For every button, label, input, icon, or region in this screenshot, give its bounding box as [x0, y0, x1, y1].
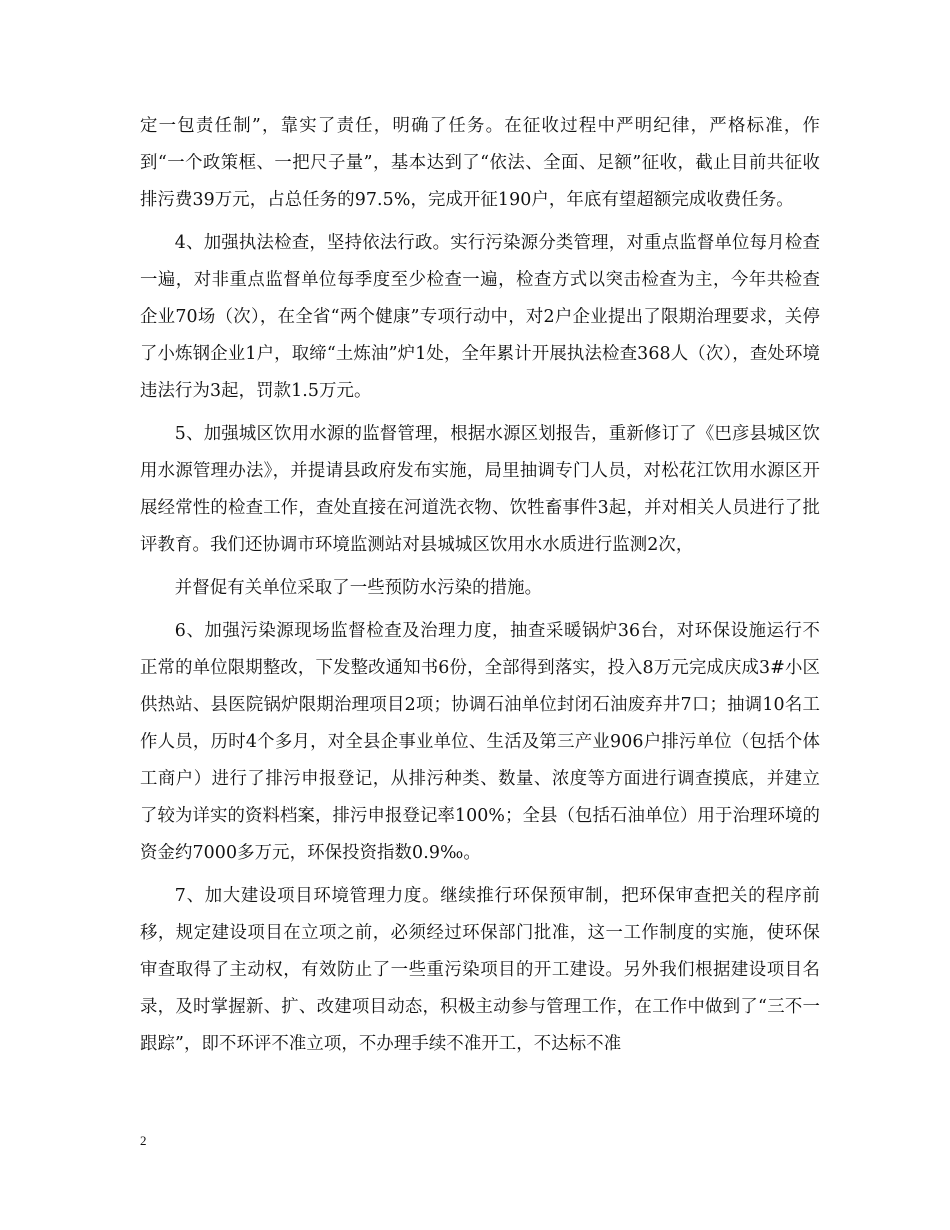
page-number: 2 [140, 1133, 147, 1148]
body-text [140, 108, 820, 1069]
paragraph-fee-collection: 定一包责任制”，靠实了责任，明确了任务。在征收过程中严明纪律，严格标准，作到“一个政策框、一把尺子量”，基本达到了“依法、全面、足额”征收，截止目前共征收排污费39万元，占总任务的97.5%，完成开征190户，年底有望超额完成收费任务。 [140, 116, 820, 210]
paragraph-law-enforcement: 4、加强执法检查，坚持依法行政。实行污染源分类管理，对重点监督单位每月检查一遍，对非重点监督单位每季度至少检查一遍，检查方式以突击检查为主，今年共检查企业70场（次），在全省“两个健康”专项行动中，对2户企业提出了限期治理要求，关停了小炼钢企业1户，取缔“土炼油”炉1处，全年累计开展执法检查368人（次），查处环境违法行为3起，罚款1.5万元。 [140, 233, 820, 401]
paragraph-water-source: 5、加强城区饮用水源的监督管理，根据水源区划报告，重新修订了《巴彦县城区饮用水源管理办法》，并提请县政府发布实施，局里抽调专门人员，对松花江饮用水源区开展经常性的检查工作，查处直接在河道洗衣物、饮牲畜事件3起，并对相关人员进行了批评教育。我们还协调市环境监测站对县城城区饮用水水质进行监测2次， [140, 424, 820, 555]
paragraph-construction-projects: 7、加大建设项目环境管理力度。继续推行环保预审制，把环保审查把关的程序前移，规定建设项目在立项之前，必须经过环保部门批准，这一工作制度的实施，使环保审查取得了主动权，有效防止了一些重污染项目的开工建设。另外我们根据建设项目名录，及时掌握新、扩、改建项目动态，积极主动参与管理工作，在工作中做到了“三不一跟踪”，即不环评不准立项，不办理手续不准开工，不达标不准 [140, 886, 820, 1054]
paragraph-pollution-control: 6、加强污染源现场监督检查及治理力度，抽查采暖锅炉36台，对环保设施运行不正常的单位限期整改，下发整改通知书6份，全部得到落实，投入8万元完成庆成3#小区供热站、县医院锅炉限期治理项目2项；协调石油单位封闭石油废弃井7口；抽调10名工作人员，历时4个多月，对全县企事业单位、生活及第三产业906户排污单位（包括个体工商户）进行了排污申报登记，从排污种类、数量、浓度等方面进行调查摸底，并建立了较为详实的资料档案，排污申报登记率100%；全县（包括石油单位）用于治理环境的资金约7000多万元，环保投资指数0.9‰。 [140, 621, 820, 863]
paragraph-water-source-followup: 并督促有关单位采取了一些预防水污染的措施。 [174, 578, 543, 598]
